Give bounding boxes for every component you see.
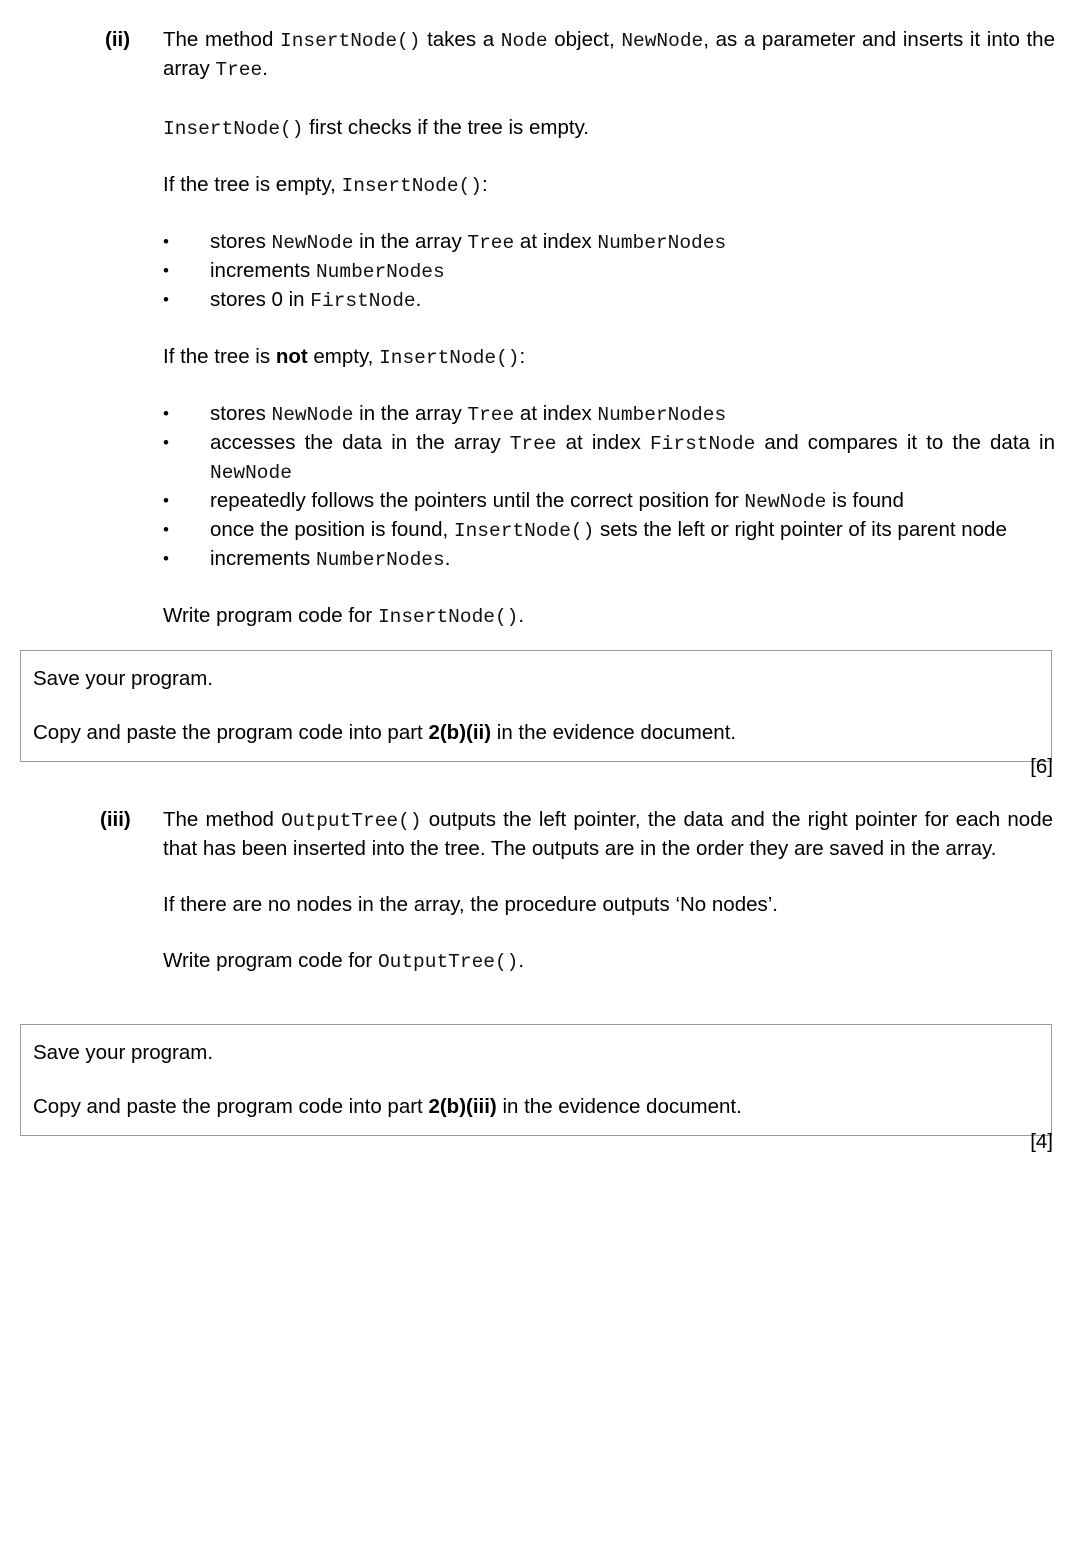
question-part-iii xyxy=(100,806,1053,976)
iii-intro-code-1: OutputTree() xyxy=(281,810,422,832)
spacer-2 xyxy=(163,143,1055,171)
bullet-text-3: and compares it to the data in xyxy=(755,431,1056,454)
bullet-text-1: stores xyxy=(210,230,272,253)
list-item xyxy=(163,400,1055,429)
ii-intro-paragraph xyxy=(163,26,1055,84)
ii-intro-text-3: object, xyxy=(547,28,622,51)
save-box-line-2-part-ref: 2(b)(ii) xyxy=(428,721,492,744)
save-box-line-2-post: in the evidence document. xyxy=(491,721,737,744)
bullet-text-1: once the position is found, xyxy=(210,518,454,541)
marks-iii: [4] xyxy=(1030,1130,1053,1153)
save-box-line-2 xyxy=(33,719,1039,747)
ii-write-code-paragraph xyxy=(163,602,1055,631)
list-item xyxy=(163,228,1055,257)
bullet-text-1: accesses the data in the array xyxy=(210,431,510,454)
ii-intro-text-1: The method xyxy=(163,28,280,51)
ii-empty-lead xyxy=(163,171,1055,200)
bullet-text-3: at index xyxy=(514,230,598,253)
ii-not-empty-bullet-list xyxy=(163,400,1055,574)
save-box-line-2-pre: Copy and paste the program code into part xyxy=(33,721,429,744)
ii-intro-code-1: InsertNode() xyxy=(280,30,421,52)
bullet-code-1: InsertNode() xyxy=(453,520,595,542)
question-iii-body xyxy=(163,806,1053,976)
ii-empty-lead-code: InsertNode() xyxy=(341,175,482,197)
bullet-code-1: NewNode xyxy=(744,491,827,513)
bullet-text-1: increments xyxy=(210,259,316,282)
iii-write-code-text-2: . xyxy=(518,949,525,972)
bullet-text-2: in the array xyxy=(353,402,468,425)
list-item xyxy=(163,286,1055,315)
ii-first-check-paragraph xyxy=(163,114,1055,143)
bullet-code-2: FirstNode xyxy=(649,433,756,455)
bullet-code-1: NewNode xyxy=(271,232,354,254)
bullet-text-2: is found xyxy=(826,489,904,512)
spacer-1 xyxy=(163,84,1055,112)
ii-first-check-code: InsertNode() xyxy=(163,118,304,140)
bullet-text-2: . xyxy=(415,288,422,311)
bullet-text-1: repeatedly follows the pointers until the correct position for xyxy=(210,489,745,512)
question-label-iii: (iii) xyxy=(100,808,131,831)
bullet-code-3: NumberNodes xyxy=(597,404,727,426)
iii-intro-paragraph xyxy=(163,806,1053,863)
bullet-text-1: stores 0 in xyxy=(210,288,311,311)
save-box-line-2-part-ref: 2(b)(iii) xyxy=(428,1095,497,1118)
bullet-code-2: Tree xyxy=(467,232,515,254)
bullet-text-1: stores xyxy=(210,402,272,425)
ii-intro-text-2: takes a xyxy=(420,28,501,51)
ii-not-empty-bold: not xyxy=(275,345,308,368)
spacer-5 xyxy=(163,372,1055,400)
spacer-7 xyxy=(163,863,1053,891)
bullet-code-2: Tree xyxy=(467,404,515,426)
ii-empty-lead-text-2: : xyxy=(481,173,488,196)
bullet-code-1: Tree xyxy=(509,433,557,455)
marks-ii: [6] xyxy=(1030,755,1053,778)
bullet-text-3: at index xyxy=(514,402,598,425)
iii-intro-text-1: The method xyxy=(163,808,282,831)
question-part-ii xyxy=(105,26,1056,631)
iii-write-code-text-1: Write program code for xyxy=(163,949,378,972)
save-box-line-1: Save your program. xyxy=(33,667,214,690)
ii-write-code-text-1: Write program code for xyxy=(163,604,378,627)
ii-empty-lead-text-1: If the tree is empty, xyxy=(163,173,342,196)
spacer-4 xyxy=(163,315,1055,343)
ii-not-empty-code: InsertNode() xyxy=(379,347,520,369)
ii-not-empty-text-3: : xyxy=(519,345,526,368)
bullet-code-1: NumberNodes xyxy=(315,261,445,283)
bullet-code-1: NumberNodes xyxy=(315,549,445,571)
list-item xyxy=(163,516,1055,545)
save-box-spacer xyxy=(33,1067,1039,1093)
ii-not-empty-lead xyxy=(163,343,1055,372)
ii-intro-code-3: NewNode xyxy=(621,30,704,52)
save-program-box-iii xyxy=(20,1024,1052,1136)
iii-intro-text-2: outputs the left pointer, the data and the right pointer for each node that has been inserted into the tree. The outputs are in the order they are saved in the array. xyxy=(163,808,1053,860)
question-ii-body xyxy=(163,26,1055,631)
save-box-line-2 xyxy=(33,1093,1039,1121)
iii-no-nodes-paragraph: If there are no nodes in the array, the procedure outputs ‘No nodes’. xyxy=(163,893,778,916)
ii-intro-text-4: , as a parameter and inserts it into the array xyxy=(163,28,1055,80)
ii-write-code-code: InsertNode() xyxy=(377,606,519,628)
bullet-code-1: NewNode xyxy=(271,404,354,426)
ii-not-empty-text-2: empty, xyxy=(307,345,380,368)
spacer-8 xyxy=(163,919,1053,947)
bullet-code-3: NumberNodes xyxy=(597,232,727,254)
spacer-3 xyxy=(163,200,1055,228)
bullet-code-3: NewNode xyxy=(210,462,292,484)
save-box-spacer xyxy=(33,693,1039,719)
save-box-line-1: Save your program. xyxy=(33,1041,214,1064)
list-item xyxy=(163,545,1055,574)
ii-write-code-text-2: . xyxy=(518,604,525,627)
ii-empty-bullet-list xyxy=(163,228,1055,315)
ii-intro-code-4: Tree xyxy=(215,59,263,81)
bullet-text-2: at index xyxy=(556,431,650,454)
ii-intro-code-2: Node xyxy=(500,30,548,52)
bullet-code-1: FirstNode xyxy=(310,290,416,312)
iii-write-code-code: OutputTree() xyxy=(377,951,519,973)
list-item xyxy=(163,257,1055,286)
list-item xyxy=(163,487,1055,516)
save-box-line-2-post: in the evidence document. xyxy=(496,1095,742,1118)
save-box-line-2-pre: Copy and paste the program code into part xyxy=(33,1095,429,1118)
list-item xyxy=(163,429,1055,487)
iii-write-code-paragraph xyxy=(163,947,1053,976)
question-label-ii: (ii) xyxy=(105,28,131,51)
save-program-box-ii xyxy=(20,650,1052,762)
ii-not-empty-text-1: If the tree is xyxy=(163,345,276,368)
ii-intro-text-5: . xyxy=(262,57,268,80)
bullet-text-2: . xyxy=(444,547,451,570)
spacer-6 xyxy=(163,574,1055,602)
ii-first-check-text: first checks if the tree is empty. xyxy=(303,116,590,139)
bullet-text-2: sets the left or right pointer of its parent node xyxy=(594,518,1007,541)
bullet-text-2: in the array xyxy=(353,230,468,253)
bullet-text-1: increments xyxy=(210,547,316,570)
